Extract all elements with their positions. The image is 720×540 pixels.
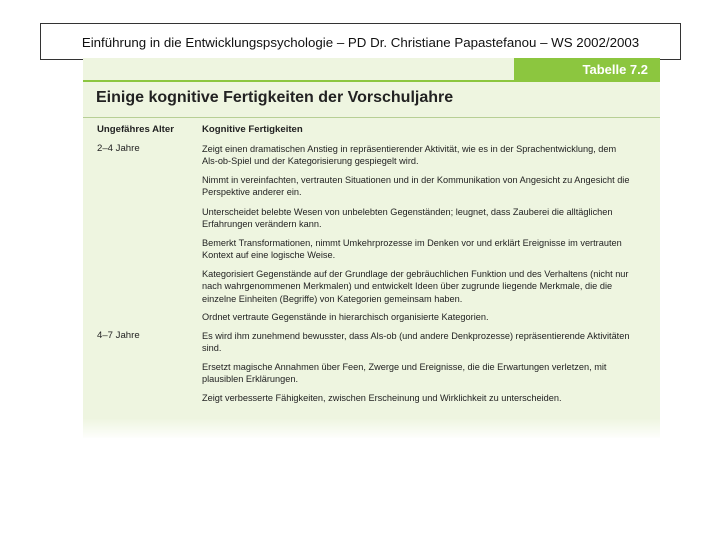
skill-item: Bemerkt Transformationen, nimmt Umkehrprozesse im Denken vor und erklärt Ereignisse im vertrauten Kontext auf eine logische Weise.	[202, 238, 622, 261]
skill-item: Kategorisiert Gegenstände auf der Grundlage der gebräuchlichen Funktion und des Verhaltens (nicht nur nach wahrgenommenen Merkmalen) und entwickelt Ideen über zugrunde liegende Merkmale, die die einzelne Einheiten (Begriffe) von Kategorien gemeinsam haben.	[202, 269, 629, 304]
table-number-label: Tabelle 7.2	[582, 62, 648, 77]
table-panel-fade	[83, 418, 660, 440]
table-number-tab	[514, 58, 660, 80]
skill-item: Ersetzt magische Annahmen über Feen, Zwerge und Ereignisse, die die Erwartungen verletzen, mit plausiblen Erklärungen.	[202, 362, 607, 385]
title-divider	[83, 117, 660, 118]
slide-header	[40, 23, 681, 60]
column-header-age: Ungefähres Alter	[97, 124, 174, 135]
skill-item: Ordnet vertraute Gegenstände in hierarchisch organisierte Kategorien.	[202, 312, 489, 322]
skill-item: Zeigt verbesserte Fähigkeiten, zwischen Erscheinung und Wirklichkeit zu unterscheiden.	[202, 393, 562, 403]
column-header-skills: Kognitive Fertigkeiten	[202, 124, 303, 135]
age-label-group-2: 4–7 Jahre	[97, 330, 140, 341]
skill-item: Es wird ihm zunehmend bewusster, dass Als-ob (und andere Denkprozesse) repräsentierende Aktivitäten sind.	[202, 331, 630, 354]
table-top-rule	[83, 80, 660, 82]
slide-header-text: Einführung in die Entwicklungspsychologie – PD Dr. Christiane Papastefanou – WS 2002/2003	[81, 35, 640, 50]
age-label-group-1: 2–4 Jahre	[97, 143, 140, 154]
skill-item: Zeigt einen dramatischen Anstieg in repräsentierender Aktivität, wie es in der Sprachentwicklung, dem Als-ob-Spiel und der Kategorisierung gespiegelt wird.	[202, 144, 617, 167]
skill-item: Unterscheidet belebte Wesen von unbelebten Gegenständen; leugnet, dass Zauberei die alltäglichen Erfahrungen verändern kann.	[202, 207, 613, 230]
table-title: Einige kognitive Fertigkeiten der Vorschuljahre	[96, 89, 454, 106]
skill-item: Nimmt in vereinfachten, vertrauten Situationen und in der Kommunikation von Angesicht zu Angesicht die Perspektive anderer ein.	[202, 175, 630, 198]
